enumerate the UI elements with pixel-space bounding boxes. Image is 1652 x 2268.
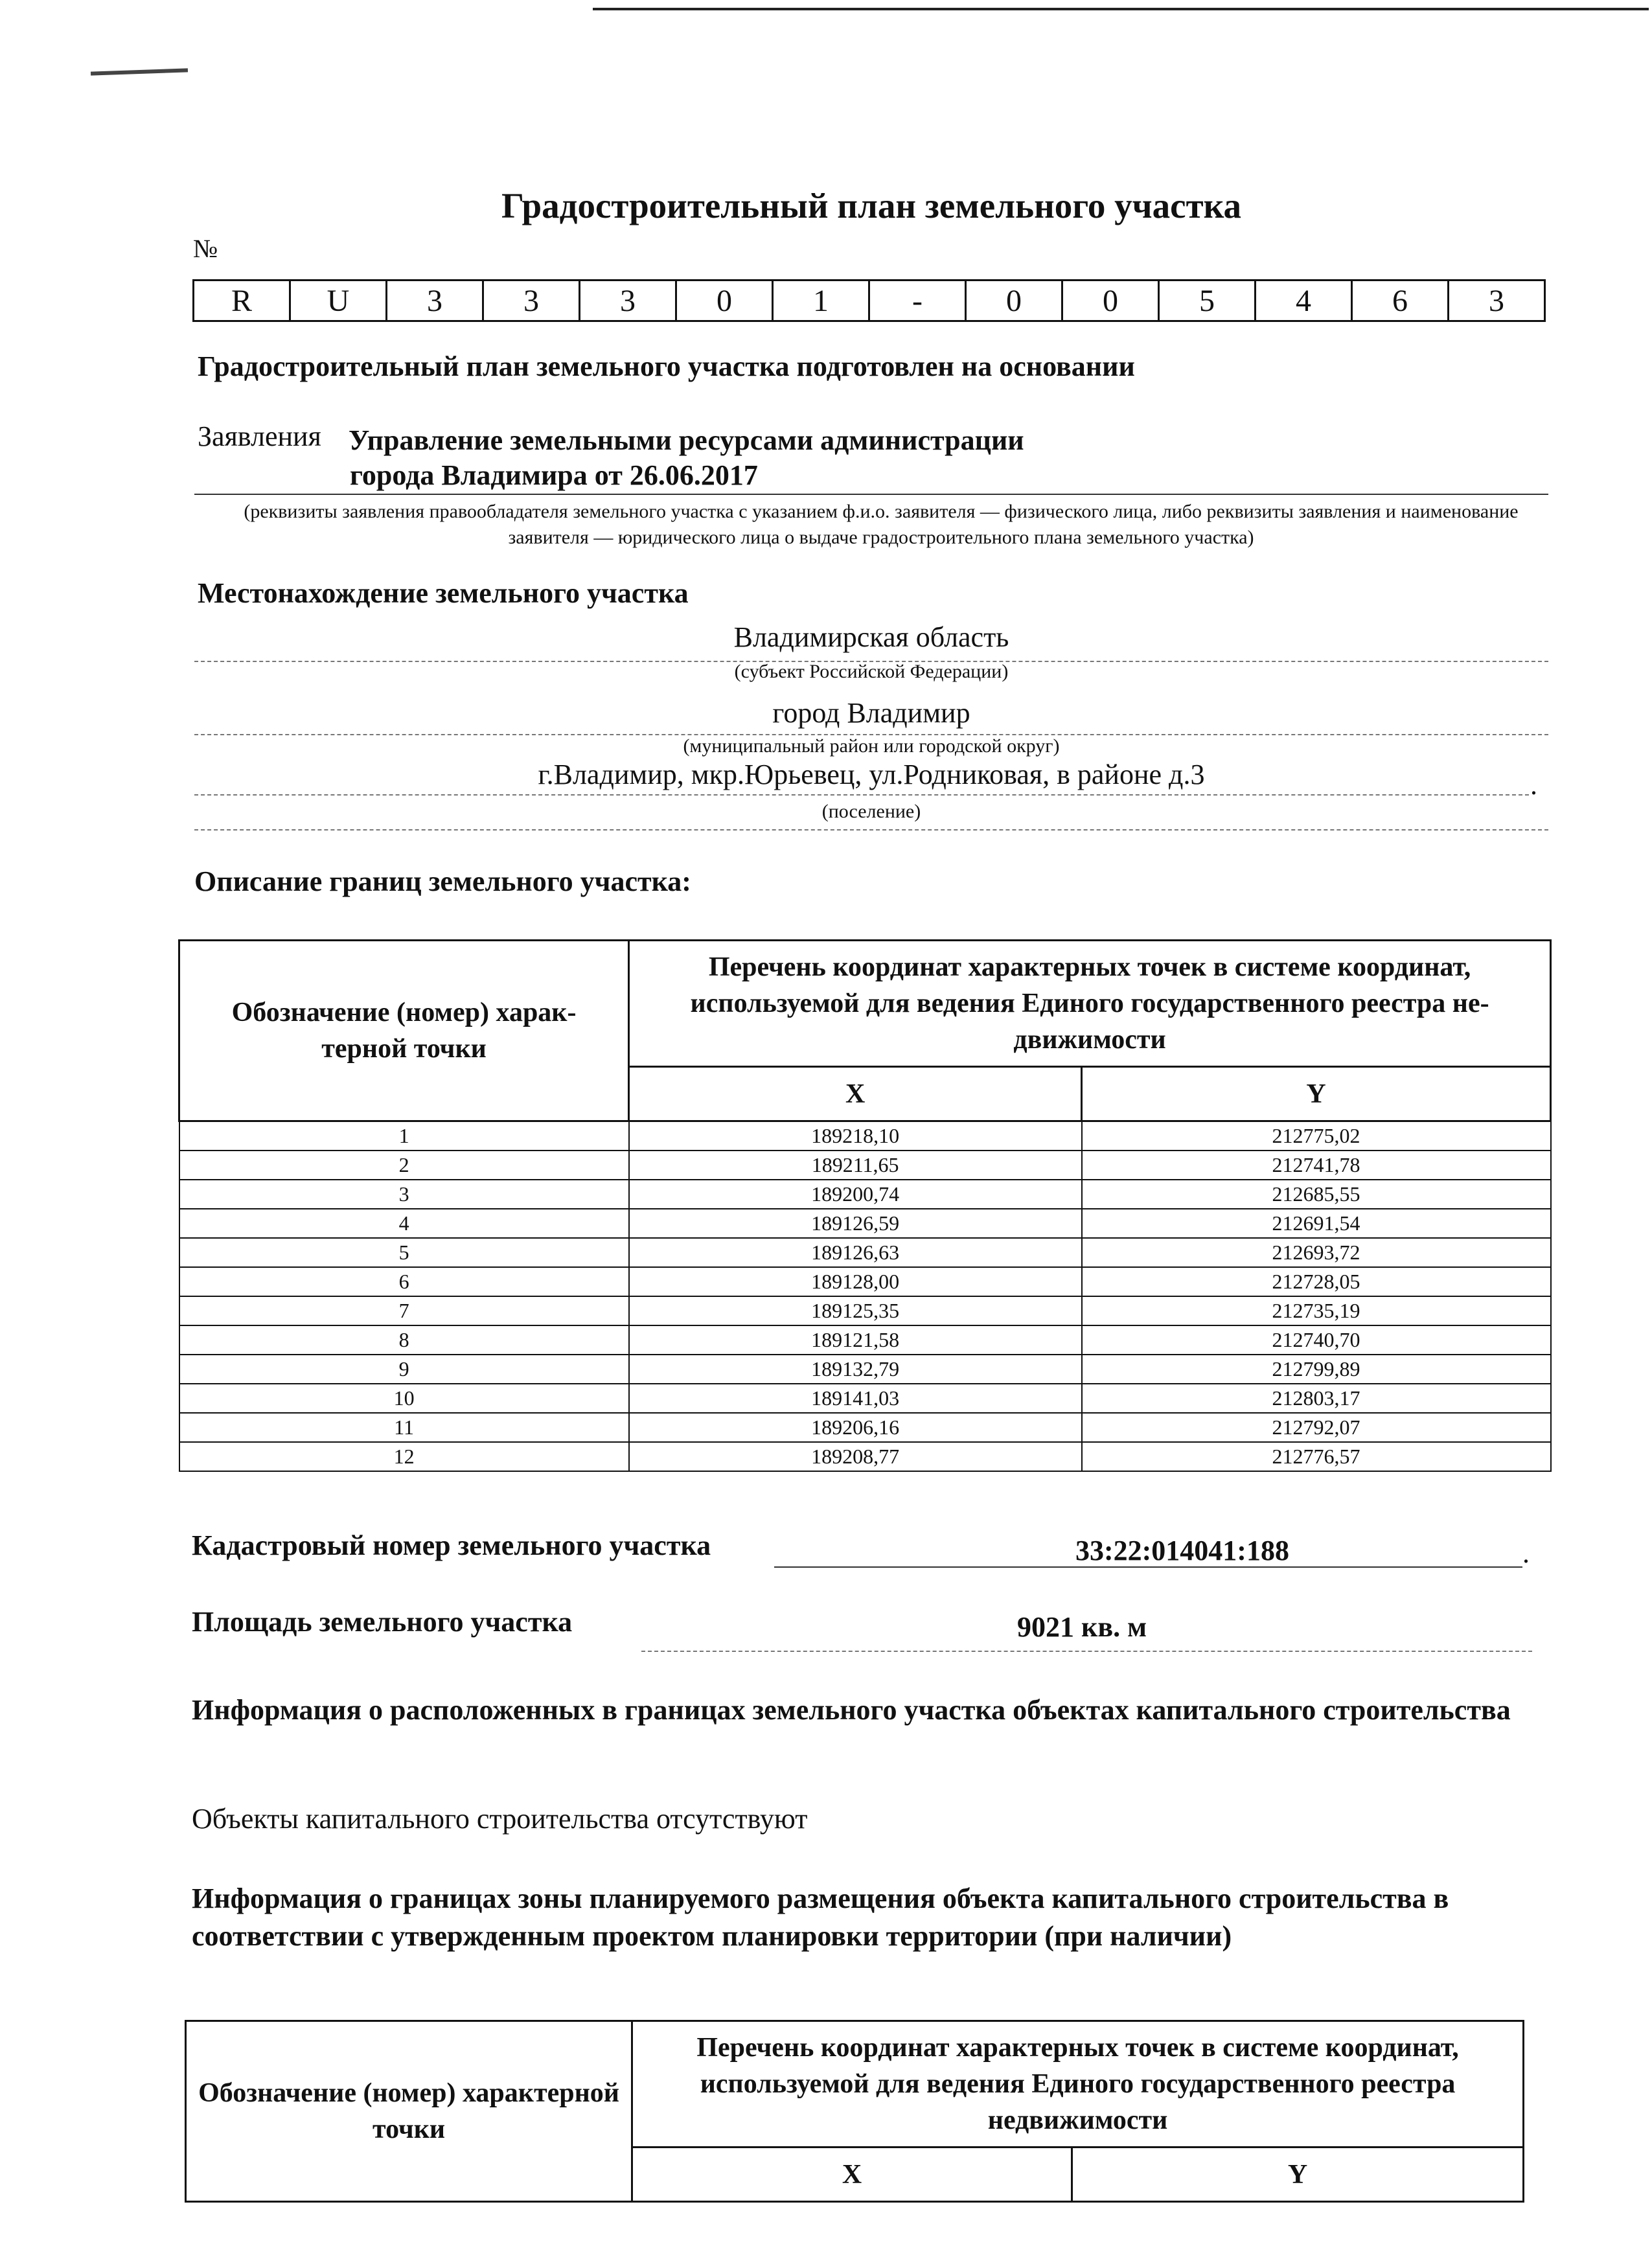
x-coordinate-cell: 189208,77 xyxy=(629,1442,1082,1471)
settlement-caption-line xyxy=(194,829,1548,830)
table-row xyxy=(179,1384,1551,1413)
table-row xyxy=(179,1355,1551,1384)
table-row xyxy=(179,1413,1551,1442)
zone-col-x-header: X xyxy=(632,2148,1072,2202)
number-char: R xyxy=(194,281,290,321)
y-coordinate-cell: 212740,70 xyxy=(1082,1325,1551,1355)
x-coordinate-cell: 189211,65 xyxy=(629,1151,1082,1180)
basis-prefix: Заявления xyxy=(198,420,321,452)
table-row xyxy=(179,1325,1551,1355)
table-row xyxy=(179,1267,1551,1296)
basis-note: (реквизиты заявления правообладателя земельного участка с указанием ф.и.о. заявителя — физического лица, либо реквизиты заявления и наименование заявителя — юридического лица о выдаче градостроительного плана земельного участка) xyxy=(244,501,1519,548)
cadastral-dot: . xyxy=(1522,1537,1530,1569)
number-char: 0 xyxy=(1062,281,1159,321)
plan-number-boxes xyxy=(192,279,1546,322)
y-coordinate-cell: 212803,17 xyxy=(1082,1384,1551,1413)
x-coordinate-cell: 189126,59 xyxy=(629,1209,1082,1238)
number-char: U xyxy=(290,281,387,321)
planned-zone-table xyxy=(185,2020,1524,2203)
zone-col-y-header: Y xyxy=(1072,2148,1524,2202)
number-char: 3 xyxy=(387,281,483,321)
number-char: 6 xyxy=(1352,281,1449,321)
y-coordinate-cell: 212792,07 xyxy=(1082,1413,1551,1442)
y-coordinate-cell: 212775,02 xyxy=(1082,1121,1551,1151)
point-number-cell: 10 xyxy=(179,1384,629,1413)
table-row xyxy=(179,1121,1551,1151)
settlement-underline xyxy=(194,794,1529,796)
table-row xyxy=(179,1209,1551,1238)
x-coordinate-cell: 189125,35 xyxy=(629,1296,1082,1325)
y-coordinate-cell: 212741,78 xyxy=(1082,1151,1551,1180)
number-char: 4 xyxy=(1256,281,1352,321)
boundaries-heading: Описание границ земельного участка: xyxy=(194,865,691,897)
document-title: Градостроительный план земельного участка xyxy=(501,186,1241,225)
point-number-cell: 9 xyxy=(179,1355,629,1384)
x-coordinate-cell: 189126,63 xyxy=(629,1238,1082,1267)
x-coordinate-cell: 189128,00 xyxy=(629,1267,1082,1296)
number-char: 0 xyxy=(966,281,1062,321)
point-number-cell: 5 xyxy=(179,1238,629,1267)
x-coordinate-cell: 189206,16 xyxy=(629,1413,1082,1442)
point-number-cell: 11 xyxy=(179,1413,629,1442)
number-char: 1 xyxy=(773,281,869,321)
y-coordinate-cell: 212685,55 xyxy=(1082,1180,1551,1209)
table-row xyxy=(179,1296,1551,1325)
point-number-cell: 2 xyxy=(179,1151,629,1180)
y-coordinate-cell: 212776,57 xyxy=(1082,1442,1551,1471)
capital-objects-heading: Информация о расположенных в границах земельного участка объектах капитального строительства xyxy=(192,1694,1511,1726)
location-heading: Местонахождение земельного участка xyxy=(198,577,689,609)
area-underline xyxy=(641,1651,1532,1652)
cadastral-value: 33:22:014041:188 xyxy=(1075,1535,1289,1566)
y-coordinate-cell: 212693,72 xyxy=(1082,1238,1551,1267)
cadastral-underline xyxy=(774,1566,1522,1568)
settlement-dot: . xyxy=(1530,769,1537,801)
table-row xyxy=(179,1180,1551,1209)
col-x-header: X xyxy=(629,1067,1082,1121)
boundary-coordinates-table xyxy=(178,939,1552,1472)
y-coordinate-cell: 212691,54 xyxy=(1082,1209,1551,1238)
planned-zone-heading: Информация о границах зоны планируемого размещения объекта капитального строительства в соответствии с утвержденным проектом планировки территории (при наличии) xyxy=(192,1883,1449,1952)
x-coordinate-cell: 189218,10 xyxy=(629,1121,1082,1151)
area-value: 9021 кв. м xyxy=(1017,1611,1147,1643)
x-coordinate-cell: 189200,74 xyxy=(629,1180,1082,1209)
basis-underline xyxy=(194,494,1548,495)
number-char: 3 xyxy=(580,281,676,321)
x-coordinate-cell: 189141,03 xyxy=(629,1384,1082,1413)
district-caption: (муниципальный район или городской округ) xyxy=(683,735,1060,757)
capital-objects-value: Объекты капитального строительства отсутствуют xyxy=(192,1803,808,1835)
point-number-cell: 1 xyxy=(179,1121,629,1151)
table-row xyxy=(179,1151,1551,1180)
region-value: Владимирская область xyxy=(733,621,1009,653)
y-coordinate-cell: 212728,05 xyxy=(1082,1267,1551,1296)
table-row xyxy=(179,1238,1551,1267)
number-char: 3 xyxy=(1449,281,1545,321)
number-label: № xyxy=(193,234,218,263)
point-number-cell: 3 xyxy=(179,1180,629,1209)
col-y-header: Y xyxy=(1082,1067,1551,1121)
number-char: 3 xyxy=(483,281,580,321)
district-value: город Владимир xyxy=(772,697,970,729)
number-char: 5 xyxy=(1159,281,1256,321)
zone-col-point-header: Обозначение (номер) характерной точки xyxy=(186,2021,632,2202)
col-coords-header: Перечень координат характерных точек в системе координат, используемой для ведения Единого государственного реестра не-движимости xyxy=(629,941,1551,1067)
basis-applicant-line1: Управление земельными ресурсами администрации xyxy=(349,424,1024,456)
x-coordinate-cell: 189132,79 xyxy=(629,1355,1082,1384)
number-char: 0 xyxy=(676,281,773,321)
point-number-cell: 12 xyxy=(179,1442,629,1471)
number-char: - xyxy=(869,281,966,321)
cadastral-label: Кадастровый номер земельного участка xyxy=(192,1529,711,1561)
settlement-caption: (поселение) xyxy=(821,801,921,822)
scan-edge-line xyxy=(593,8,1649,10)
point-number-cell: 7 xyxy=(179,1296,629,1325)
table-row xyxy=(179,1442,1551,1471)
settlement-value: г.Владимир, мкр.Юрьевец, ул.Родниковая, в районе д.3 xyxy=(538,759,1205,790)
y-coordinate-cell: 212799,89 xyxy=(1082,1355,1551,1384)
basis-applicant-line2: города Владимира от 26.06.2017 xyxy=(350,459,758,491)
zone-col-coords-header: Перечень координат характерных точек в системе координат, используемой для ведения Единого государственного реестра недвижимости xyxy=(632,2021,1524,2148)
y-coordinate-cell: 212735,19 xyxy=(1082,1296,1551,1325)
point-number-cell: 4 xyxy=(179,1209,629,1238)
area-label: Площадь земельного участка xyxy=(192,1606,573,1638)
region-caption: (субъект Российской Федерации) xyxy=(734,661,1009,682)
point-number-cell: 6 xyxy=(179,1267,629,1296)
col-point-header: Обозначение (номер) харак-терной точки xyxy=(179,941,629,1121)
point-number-cell: 8 xyxy=(179,1325,629,1355)
x-coordinate-cell: 189121,58 xyxy=(629,1325,1082,1355)
scan-pen-mark xyxy=(91,68,188,75)
basis-heading: Градостроительный план земельного участка подготовлен на основании xyxy=(198,350,1135,382)
